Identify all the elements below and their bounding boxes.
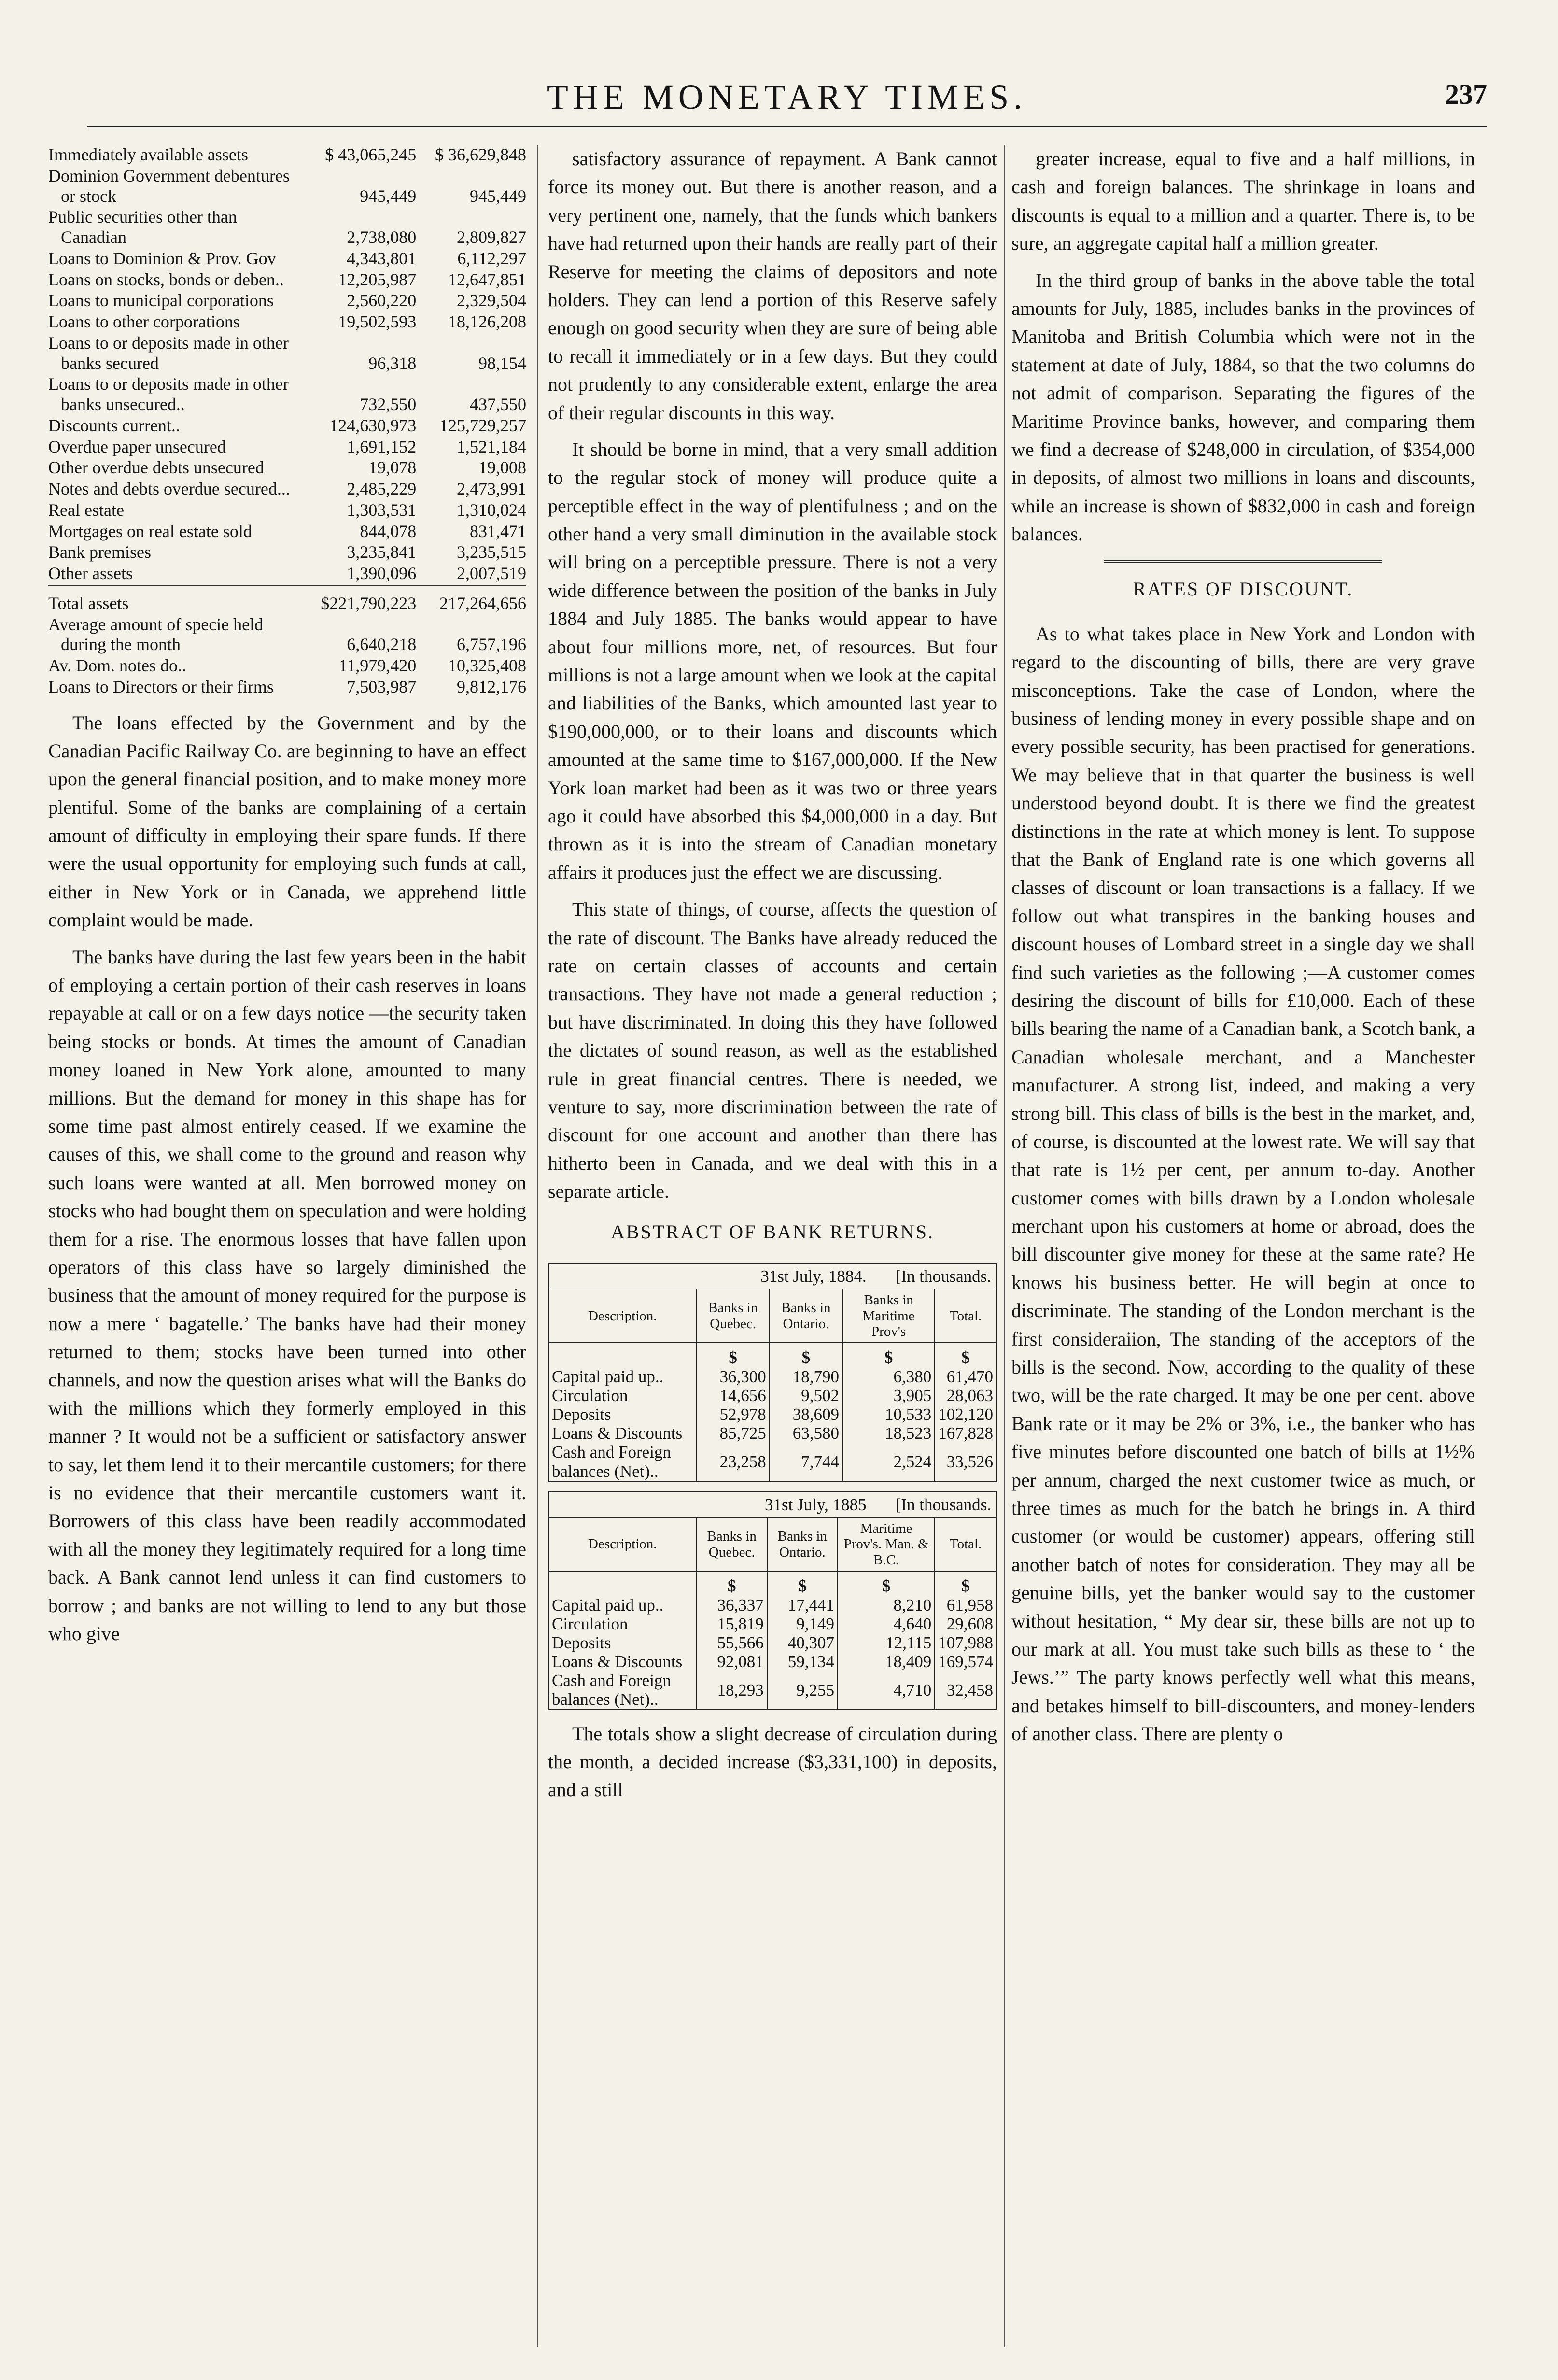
column-2-text bbox=[548, 145, 997, 1205]
currency-sign: $ bbox=[767, 1571, 838, 1595]
row-label: Mortgages on real estate sold bbox=[48, 521, 252, 541]
currency-sign: $ bbox=[842, 1343, 935, 1367]
value-1884: 19,502,593 bbox=[338, 312, 417, 331]
row-value: 9,149 bbox=[767, 1615, 838, 1633]
value-1884: 1,303,531 bbox=[347, 500, 417, 520]
column-1 bbox=[48, 145, 526, 1657]
row-value: 18,293 bbox=[697, 1671, 767, 1709]
row-value: 17,441 bbox=[767, 1596, 838, 1615]
table-row bbox=[549, 1671, 996, 1709]
row-value: 18,523 bbox=[842, 1424, 935, 1443]
row-value: 9,255 bbox=[767, 1671, 838, 1709]
column-header: Banks in Maritime Prov's bbox=[842, 1289, 935, 1343]
row-label: Av. Dom. notes do.. bbox=[48, 656, 186, 675]
value-1885: 1,310,024 bbox=[457, 500, 526, 520]
period-date: 31st July, 1885 bbox=[765, 1495, 867, 1514]
paragraph: This state of things, of course, affects the question of the rate of discount. The Banks have already reduced the rate on certain classes of accounts and certain transactions. They have not made a general reduction ; but have discriminated. In doing this they have followed the dictates of sound reason, as well as the established rule in great financial centres. There is needed, we venture to say, more discrimination between the rate of discount for one account and another than there has hitherto been in Canada, and we deal with this in a separate article. bbox=[548, 898, 997, 1203]
value-1884: 11,979,420 bbox=[338, 656, 417, 675]
abstract-heading: ABSTRACT OF BANK RETURNS. bbox=[611, 1221, 934, 1243]
blank-cell bbox=[549, 1571, 697, 1595]
value-1885: 3,235,515 bbox=[457, 542, 526, 562]
row-label: Real estate bbox=[48, 500, 124, 520]
row-value: 28,063 bbox=[946, 1386, 993, 1405]
table-row bbox=[549, 1633, 996, 1652]
value-1885: 2,007,519 bbox=[457, 564, 526, 583]
column-header: Banks in Ontario. bbox=[770, 1289, 842, 1343]
paragraph: In the third group of banks in the above table the total amounts for July, 1885, includes banks in the provinces of Manitoba and British Columbia which were not in the statement at date of July, 1884, so that the two columns do not admit of comparison. Separating the figures of the Maritime Province banks, however, and comparing them we find a decrease of $248,000 in circulation, of $354,000 in deposits, of almost two millions in loans and discounts, while an increase is shown of $832,000 in cash and foreign balances. bbox=[1011, 269, 1475, 545]
section-rule bbox=[1104, 560, 1382, 563]
table-row bbox=[549, 1405, 996, 1424]
page-number: 237 bbox=[1445, 79, 1487, 110]
value-1884: 124,630,973 bbox=[329, 415, 417, 435]
value-1885: 2,329,504 bbox=[457, 291, 526, 311]
value-1884: 945,449 bbox=[360, 186, 417, 206]
value-1885: 10,325,408 bbox=[448, 656, 526, 675]
row-value: 33,526 bbox=[946, 1452, 993, 1471]
value-1884: 96,318 bbox=[368, 353, 417, 373]
table-period bbox=[549, 1492, 996, 1518]
row-value: 55,566 bbox=[697, 1633, 767, 1652]
table-row bbox=[549, 1443, 996, 1480]
column-header: Description. bbox=[549, 1518, 697, 1571]
row-value: 167,828 bbox=[938, 1424, 993, 1443]
currency-row bbox=[549, 1571, 996, 1595]
currency-sign: $ bbox=[961, 1576, 970, 1596]
column-header: Maritime Prov's. Man. & B.C. bbox=[838, 1518, 935, 1571]
row-value: 52,978 bbox=[697, 1405, 770, 1424]
currency-sign: $ bbox=[697, 1343, 770, 1367]
value-1884: 2,738,080 bbox=[347, 227, 417, 247]
abstract-tables bbox=[548, 1263, 997, 1710]
currency-sign: $ bbox=[838, 1571, 935, 1595]
row-value: 36,337 bbox=[697, 1596, 767, 1615]
row-value: 8,210 bbox=[838, 1596, 935, 1615]
balance-row bbox=[48, 166, 526, 208]
balance-row bbox=[48, 458, 526, 479]
row-label: Total assets bbox=[48, 585, 307, 615]
row-value: 7,744 bbox=[770, 1443, 842, 1480]
period-date: 31st July, 1884. bbox=[760, 1266, 867, 1286]
column-2 bbox=[548, 145, 997, 1813]
table-period bbox=[549, 1264, 996, 1289]
row-value: 85,725 bbox=[697, 1424, 770, 1443]
balance-row bbox=[48, 615, 526, 656]
row-label: Other assets bbox=[48, 564, 133, 583]
row-value: 9,502 bbox=[770, 1386, 842, 1405]
value-1884: 732,550 bbox=[360, 395, 417, 414]
row-label: Overdue paper unsecured bbox=[48, 437, 226, 456]
row-label: Cash and Foreign balances (Net).. bbox=[549, 1671, 697, 1709]
row-label: Deposits bbox=[549, 1405, 697, 1424]
value-1884: 6,640,218 bbox=[347, 635, 417, 654]
value-1885: 2,473,991 bbox=[457, 479, 526, 498]
value-1884: 2,485,229 bbox=[347, 479, 417, 498]
row-label: Loans on stocks, bonds or deben.. bbox=[48, 269, 284, 289]
row-label: Loans to Dominion & Prov. Gov bbox=[48, 248, 276, 268]
balance-row bbox=[48, 249, 526, 270]
header-rule bbox=[87, 126, 1487, 128]
column-3-text bbox=[1011, 145, 1475, 548]
row-value: 3,905 bbox=[842, 1386, 935, 1405]
abstract-paragraph: The totals show a slight decrease of circulation during the month, a decided increase ($3,331,100) in deposits, and a still bbox=[548, 1722, 997, 1801]
column-divider bbox=[537, 145, 538, 2347]
header-row bbox=[549, 1289, 996, 1343]
rates-paragraph: As to what takes place in New York and London with regard to the discounting of bills, there are very grave misconceptions. Take the case of London, where the business of lending money in every possible shape and on every possible security, has been practised for generations. We may believe that in that quarter the business is well understood beyond doubt. It is there we find the greatest distinctions in the rate at which money is lent. To suppose that the Bank of England rate is one which governs all classes of discount or loan transactions is a fallacy. If we follow out what transpires in the banking houses and discount houses of Lombard street in a single day we shall find such varieties as the following ;—A customer comes desiring the discount of bills for £10,000. Each of these bills bearing the name of a Canadian bank, a Scotch bank, a Canadian wholesale merchant, and a Manchester manufacturer. A strong list, indeed, and making a very strong bill. This class of bills is the best in the market, and, of course, is discounted at the lowest rate. We will say that that rate is 1½ per cent, per annum to-day. Another customer comes with bills drawn by a London wholesale merchant upon his customers at home or abroad, does the bill discounter give money for these at the same rate? He knows his business better. He will begin at once to discriminate. The standing of the London merchant is the first consideraiion, The standing of the acceptors of the bills is the second. Now, according to the quality of these two, will be the rate charged. It may be one per cent. above Bank rate or it may be 2% or 3%, i.e., the banker who has five minutes before discounted one batch of bills at 1½% per annum, charged the next customer twice as much, or three times as much for the batch he brings in. A third customer (or would be customer) appears, offering still another batch of notes for consideration. They may all be genuine bills, yet the banker would say to the customer without hesitation, “ My dear sir, these bills are not up to our mark at all. You must take such bills as these to ‘ the Jews.’” The party knows perfectly well what this means, and betakes himself to bill-discounters, and money-lenders of another class. There are plenty o bbox=[1011, 623, 1475, 1745]
row-value: 18,790 bbox=[770, 1367, 842, 1386]
balance-row bbox=[48, 291, 526, 312]
row-value: 4,710 bbox=[838, 1671, 935, 1709]
balance-row bbox=[48, 500, 526, 522]
period-unit: [In thousands. bbox=[895, 1266, 991, 1286]
period-unit: [In thousands. bbox=[895, 1495, 991, 1514]
row-value: 59,134 bbox=[767, 1652, 838, 1671]
row-value: 4,640 bbox=[838, 1615, 935, 1633]
paragraph: greater increase, equal to five and a half millions, in cash and foreign balances. The shrinkage in loans and discounts is equal to a million and a quarter. There is, to be sure, an aggregate capital half a million greater. bbox=[1011, 148, 1475, 255]
value-1884: $221,790,223 bbox=[307, 585, 417, 615]
balance-sheet-table bbox=[48, 145, 526, 698]
row-label: Immediately available assets bbox=[48, 145, 248, 164]
row-label: Loans to Directors or their firms bbox=[48, 677, 274, 696]
row-value: 61,958 bbox=[946, 1595, 993, 1615]
paragraph: The loans effected by the Government and by the Canadian Pacific Railway Co. are beginning to have an effect upon the general financial position, and to make money more plentiful. Some of the banks are complaining of a certain amount of difficulty in employing their spare funds. If there were the usual opportunity for employing such funds at call, either in New York or in Canada, we apprehend little complaint would be made. bbox=[48, 711, 526, 931]
column-3 bbox=[1011, 145, 1475, 1757]
column-header: Description. bbox=[549, 1289, 697, 1343]
column-divider bbox=[1004, 145, 1005, 2347]
publication-title: THE MONETARY TIMES. bbox=[547, 78, 1027, 116]
value-1884: 1,390,096 bbox=[347, 564, 417, 583]
balance-row bbox=[48, 145, 526, 166]
value-1884: 4,343,801 bbox=[347, 248, 417, 268]
row-label: Loans to municipal corporations bbox=[48, 291, 274, 311]
balance-row bbox=[48, 656, 526, 677]
table-row bbox=[549, 1596, 996, 1615]
value-1884: 12,205,987 bbox=[338, 269, 417, 289]
abstract-table bbox=[548, 1491, 997, 1710]
row-label: Other overdue debts unsecured bbox=[48, 458, 264, 478]
row-value: 63,580 bbox=[770, 1424, 842, 1443]
row-value: 12,115 bbox=[838, 1633, 935, 1652]
value-1885: 945,449 bbox=[470, 186, 526, 206]
value-1885: 831,471 bbox=[470, 521, 526, 541]
blank-cell bbox=[549, 1343, 697, 1367]
abstract-grid bbox=[549, 1518, 996, 1709]
value-1885: 125,729,257 bbox=[439, 415, 526, 435]
row-label: Discounts current.. bbox=[48, 415, 180, 435]
row-value: 10,533 bbox=[842, 1405, 935, 1424]
row-label: Notes and debts overdue secured... bbox=[48, 479, 290, 498]
row-label: Capital paid up.. bbox=[549, 1367, 697, 1386]
table-row bbox=[549, 1615, 996, 1633]
row-value: 61,470 bbox=[946, 1367, 993, 1386]
table-row bbox=[549, 1652, 996, 1671]
table-row bbox=[549, 1386, 996, 1405]
row-value: 29,608 bbox=[946, 1614, 993, 1633]
row-value: 32,458 bbox=[946, 1680, 993, 1700]
table-row bbox=[549, 1424, 996, 1443]
value-1885: 98,154 bbox=[478, 353, 526, 373]
value-1884: 19,078 bbox=[368, 458, 417, 478]
balance-row bbox=[48, 564, 526, 585]
row-value: 40,307 bbox=[767, 1633, 838, 1652]
balance-row bbox=[48, 312, 526, 333]
row-label: Average amount of specie held during the month bbox=[48, 614, 264, 654]
row-label: Cash and Foreign balances (Net).. bbox=[549, 1443, 697, 1480]
row-value: 92,081 bbox=[697, 1652, 767, 1671]
row-label: Loans to other corporations bbox=[48, 312, 240, 331]
row-label: Capital paid up.. bbox=[549, 1596, 697, 1615]
value-1885: 19,008 bbox=[478, 458, 526, 478]
row-label: Dominion Government debentures or stock bbox=[48, 166, 290, 206]
row-label: Public securities other than Canadian bbox=[48, 207, 237, 247]
balance-row bbox=[48, 207, 526, 249]
row-label: Loans to or deposits made in other banks unsecured.. bbox=[48, 374, 289, 414]
row-value: 15,819 bbox=[697, 1615, 767, 1633]
table-row bbox=[549, 1367, 996, 1386]
row-label: Bank premises bbox=[48, 542, 151, 562]
paragraph: It should be borne in mind, that a very small addition to the regular stock of money will produce quite a perceptible effect in the way of plentifulness ; and on the other hand a very small diminution in the available stock will bring on a perceptible pressure. There is not a very wide difference between the position of the banks in July 1884 and July 1885. The banks would appear to have about four millions more, net, of resources. But four millions is not a large amount when we look at the capital and liabilities of the Banks, which amounted last year to $190,000,000, or to their loans and discounts which amounted at the same time to $167,000,000. If the New York loan market had been as it was two or three years ago it could have absorbed this $4,000,000 in a day. But thrown as it is into the stream of Canadian monetary affairs it produces just the effect we are discussing. bbox=[548, 438, 997, 883]
value-1884: $ 43,065,245 bbox=[325, 145, 417, 164]
row-value: 6,380 bbox=[842, 1367, 935, 1386]
value-1885: 217,264,656 bbox=[416, 585, 526, 615]
row-value: 169,574 bbox=[938, 1652, 993, 1672]
row-label: Circulation bbox=[549, 1386, 697, 1405]
balance-row bbox=[48, 522, 526, 543]
row-value: 36,300 bbox=[697, 1367, 770, 1386]
value-1885: 18,126,208 bbox=[448, 312, 526, 331]
balance-row bbox=[48, 416, 526, 437]
row-label: Loans & Discounts bbox=[549, 1652, 697, 1671]
value-1885: 437,550 bbox=[470, 395, 526, 414]
row-value: 102,120 bbox=[938, 1405, 993, 1424]
currency-row bbox=[549, 1343, 996, 1367]
value-1885: 1,521,184 bbox=[457, 437, 526, 456]
balance-row bbox=[48, 585, 526, 615]
paragraph: The banks have during the last few years been in the habit of employing a certain portion of their cash reserves in loans repayable at call or on a few days notice —the security taken being stocks or bonds. At times the amount of Canadian money loaned in New York alone, amounted to many millions. But the demand for money in this shape has for some time past almost entirely ceased. If we examine the causes of this, we shall come to the ground and reason why such loans were wanted at all. Men borrowed money on stocks who had bought them on speculation and were holding them for a rise. The enormous losses that have fallen upon operators of this class have so largely diminished the business that the amount of money required for the purpose is now a mere ‘ bagatelle.’ The banks have had their money returned to them; stocks have been turned into other channels, and now the question arises what will the Banks do with the millions which they formerly employed in this manner ? It would not be a sufficient or satisfactory answer to say, let them lend it to their mercantile customers; for there is no evidence that their mercantile customers want it. Borrowers of this class have been readily accommodated with all the money they legitimately required for a long time back. A Bank cannot lend unless it can find customers to borrow ; and banks are not willing to lend to any but those who give bbox=[48, 946, 526, 1644]
value-1885: $ 36,629,848 bbox=[435, 145, 526, 164]
value-1884: 2,560,220 bbox=[347, 291, 417, 311]
row-label: Loans to or deposits made in other banks secured bbox=[48, 333, 289, 373]
value-1885: 6,757,196 bbox=[457, 635, 526, 654]
row-value: 23,258 bbox=[697, 1443, 770, 1480]
column-header: Banks in Quebec. bbox=[697, 1289, 770, 1343]
value-1884: 7,503,987 bbox=[347, 677, 417, 696]
value-1885: 6,112,297 bbox=[457, 248, 526, 268]
row-value: 2,524 bbox=[842, 1443, 935, 1480]
column-header: Banks in Ontario. bbox=[767, 1518, 838, 1571]
value-1885: 2,809,827 bbox=[457, 227, 526, 247]
column-1-text bbox=[48, 709, 526, 1648]
value-1884: 1,691,152 bbox=[347, 437, 417, 456]
balance-row bbox=[48, 270, 526, 291]
row-value: 38,609 bbox=[770, 1405, 842, 1424]
column-header: Total. bbox=[935, 1518, 996, 1571]
balance-row bbox=[48, 542, 526, 564]
row-label: Deposits bbox=[549, 1633, 697, 1652]
value-1885: 9,812,176 bbox=[457, 677, 526, 696]
row-value: 14,656 bbox=[697, 1386, 770, 1405]
balance-row bbox=[48, 333, 526, 375]
currency-sign: $ bbox=[961, 1348, 970, 1367]
rates-heading: RATES OF DISCOUNT. bbox=[1133, 578, 1354, 600]
row-value: 18,409 bbox=[838, 1652, 935, 1671]
balance-row bbox=[48, 677, 526, 698]
balance-row bbox=[48, 437, 526, 458]
value-1885: 12,647,851 bbox=[448, 269, 526, 289]
value-1884: 3,235,841 bbox=[347, 542, 417, 562]
column-header: Total. bbox=[935, 1289, 996, 1343]
abstract-table bbox=[548, 1263, 997, 1482]
header-row bbox=[549, 1518, 996, 1571]
abstract-grid bbox=[549, 1289, 996, 1481]
balance-row bbox=[48, 374, 526, 416]
value-1884: 844,078 bbox=[360, 521, 417, 541]
masthead bbox=[87, 77, 1487, 130]
paragraph: satisfactory assurance of repayment. A Bank cannot force its money out. But there is another reason, and a very pertinent one, namely, that the funds which bankers have had returned upon their hands are really part of their Reserve for meeting the claims of depositors and note holders. They can lend a portion of this Reserve safely enough on good security when they are sure of being able to recall it immediately or in a few days. But they could not prudently to any considerable extent, enlarge the area of their regular discounts in this way. bbox=[548, 148, 997, 424]
currency-sign: $ bbox=[697, 1571, 767, 1595]
balance-row bbox=[48, 479, 526, 500]
column-header: Banks in Quebec. bbox=[697, 1518, 767, 1571]
currency-sign: $ bbox=[770, 1343, 842, 1367]
row-value: 107,988 bbox=[938, 1633, 993, 1652]
row-label: Loans & Discounts bbox=[549, 1424, 697, 1443]
row-label: Circulation bbox=[549, 1615, 697, 1633]
